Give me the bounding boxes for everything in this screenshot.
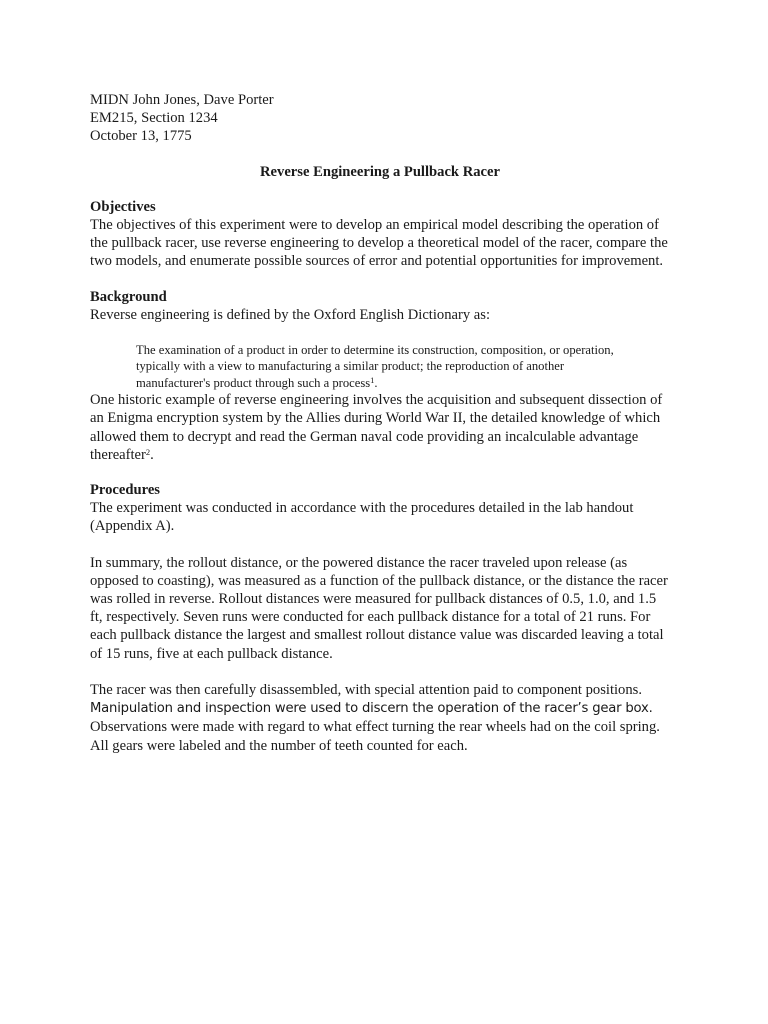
definition-quote <box>136 342 626 391</box>
definition-quote-text: The examination of a product in order to determine its construction, composition, or operation, typically with a view to manufacturing a similar product; the reproduction of another manufacturer's product through such a process <box>136 343 614 390</box>
definition-quote-end: . <box>374 375 378 390</box>
enigma-example-end: . <box>150 446 154 463</box>
footnote-ref-1: 1 <box>370 375 375 386</box>
authors-line: MIDN John Jones, Dave Porter <box>90 92 274 108</box>
enigma-example-text: One historic example of reverse engineering involves the acquisition and subsequent dissection of an Enigma encryption system by the Allies during World War II, the detailed knowledge of which allowed them to decrypt and read the German naval code providing an incalculable advantage thereafter <box>90 392 663 463</box>
date-line: October 13, 1775 <box>90 128 192 145</box>
procedures-para-1: The experiment was conducted in accordance with the procedures detailed in the lab handout (Appendix A). <box>90 500 634 535</box>
procedures-para-2: In summary, the rollout distance, or the powered distance the racer traveled upon release (as opposed to coasting), was measured as a function of the pullback distance, or the distance the racer was rolled in reverse. Rollout distances were measured for pullback distances of 0.5, 1.0, and 1.5 ft, respectively. Seven runs were conducted for each pullback distance for a total of 21 runs. For each pullback distance the largest and smallest rollout distance value was discarded leaving a total of 15 runs, five at each pullback distance. <box>90 554 668 662</box>
document-body <box>90 91 670 755</box>
background-intro: Reverse engineering is defined by the Oxford English Dictionary as: <box>90 306 491 323</box>
enigma-example <box>90 391 670 464</box>
report-title: Reverse Engineering a Pullback Racer <box>260 163 500 180</box>
procedures-para-3-inspection: Manipulation and inspection were used to discern the operation of the racer’s gear box. <box>90 701 653 717</box>
procedures-para-3-end: Observations were made with regard to what effect turning the rear wheels had on the coil spring. All gears were labeled and the number of teeth counted for each. <box>90 719 660 754</box>
procedures-para-3-start: The racer was then carefully disassembled, with special attention paid to component positions. <box>90 681 642 698</box>
procedures-para-3 <box>90 681 670 755</box>
objectives-text: The objectives of this experiment were to develop an empirical model describing the operation of the pullback racer, use reverse engineering to develop a theoretical model of the racer, compare the two models, and enumerate possible sources of error and potential opportunities for improvement. <box>90 217 668 270</box>
course-line: EM215, Section 1234 <box>90 110 218 127</box>
procedures-heading: Procedures <box>90 482 160 499</box>
objectives-heading: Objectives <box>90 198 156 215</box>
footnote-ref-2: 2 <box>145 447 151 458</box>
background-heading: Background <box>90 288 167 305</box>
